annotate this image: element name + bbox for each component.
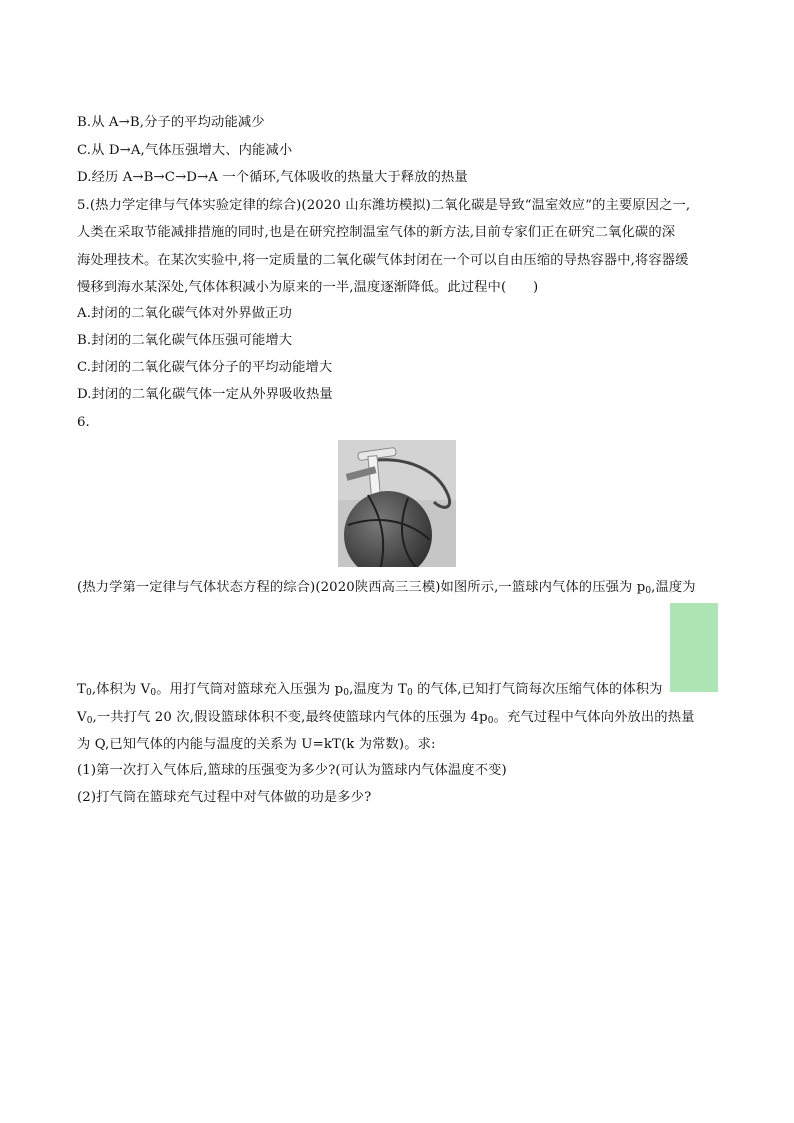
question-5-option-a: A.封闭的二氧化碳气体对外界做正功 — [77, 306, 292, 321]
q6-subscript: 0 — [343, 688, 350, 698]
question-6-number: 6. — [77, 415, 90, 430]
basketball-pump-illustration — [338, 440, 456, 567]
option-d-prev: D.经历 A→B→C→D→A 一个循环,气体吸收的热量大于释放的热量 — [77, 170, 468, 185]
question-6-line-1 — [77, 578, 696, 598]
q6-text: ,体积为 V — [91, 682, 151, 697]
question-6-part-2: (2)打气筒在篮球充气过程中对气体做的功是多少? — [77, 790, 372, 805]
q6-subscript: 0 — [645, 586, 652, 596]
q6-text: ,温度为 — [651, 580, 696, 595]
question-5-line-2: 人类在采取节能减排措施的同时,也是在研究控制温室气体的新方法,目前专家们正在研究二氧化碳的深 — [77, 225, 676, 240]
q6-text: 。用打气筒对篮球充入压强为 p — [156, 682, 344, 697]
question-5-option-c: C.封闭的二氧化碳气体分子的平均动能增大 — [77, 360, 333, 375]
question-5-option-d: D.封闭的二氧化碳气体一定从外界吸收热量 — [77, 387, 333, 402]
q6-text: ,温度为 T — [349, 682, 407, 697]
question-5-option-b: B.封闭的二氧化碳气体压强可能增大 — [77, 333, 293, 348]
option-b-prev: B.从 A→B,分子的平均动能减少 — [77, 115, 265, 130]
green-placeholder-box — [670, 603, 718, 692]
q6-text: ,一共打气 20 次,假设篮球体积不变,最终使篮球内气体的压强为 4p — [92, 710, 488, 725]
q6-text: T — [77, 682, 86, 697]
option-c-prev: C.从 D→A,气体压强增大、内能减小 — [77, 143, 293, 158]
q6-text: 的气体,已知打气筒每次压缩气体的体积为 — [412, 682, 663, 697]
q6-subscript: 0 — [406, 688, 413, 698]
question-6-line-4: 为 Q,已知气体的内能与温度的关系为 U=kT(k 为常数)。求: — [77, 737, 436, 752]
q6-subscript: 0 — [85, 688, 92, 698]
question-6-part-1: (1)第一次打入气体后,篮球的压强变为多少?(可认为篮球内气体温度不变) — [77, 763, 507, 778]
q6-subscript: 0 — [86, 716, 93, 726]
question-5-line-1: 5.(热力学定律与气体实验定律的综合)(2020 山东潍坊模拟)二氧化碳是导致“温室效应”的主要原因之一, — [77, 198, 691, 213]
q6-text: 。充气过程中气体向外放出的热量 — [493, 710, 695, 725]
q6-subscript: 0 — [150, 688, 157, 698]
question-5-line-3: 海处理技术。在某次实验中,将一定质量的二氧化碳气体封闭在一个可以自由压缩的导热容器中,将容器缓 — [77, 253, 689, 268]
q6-text: (热力学第一定律与气体状态方程的综合)(2020陕西高三三模)如图所示,一篮球内气体的压强为 p — [77, 580, 646, 595]
q6-text: V — [77, 710, 87, 725]
question-6-line-3 — [77, 708, 695, 728]
q6-subscript: 0 — [487, 716, 494, 726]
question-6-line-2 — [77, 680, 663, 700]
question-5-line-4: 慢移到海水某深处,气体体积减小为原来的一半,温度逐渐降低。此过程中( ) — [77, 280, 539, 295]
basketball-pump-photo — [338, 440, 456, 567]
